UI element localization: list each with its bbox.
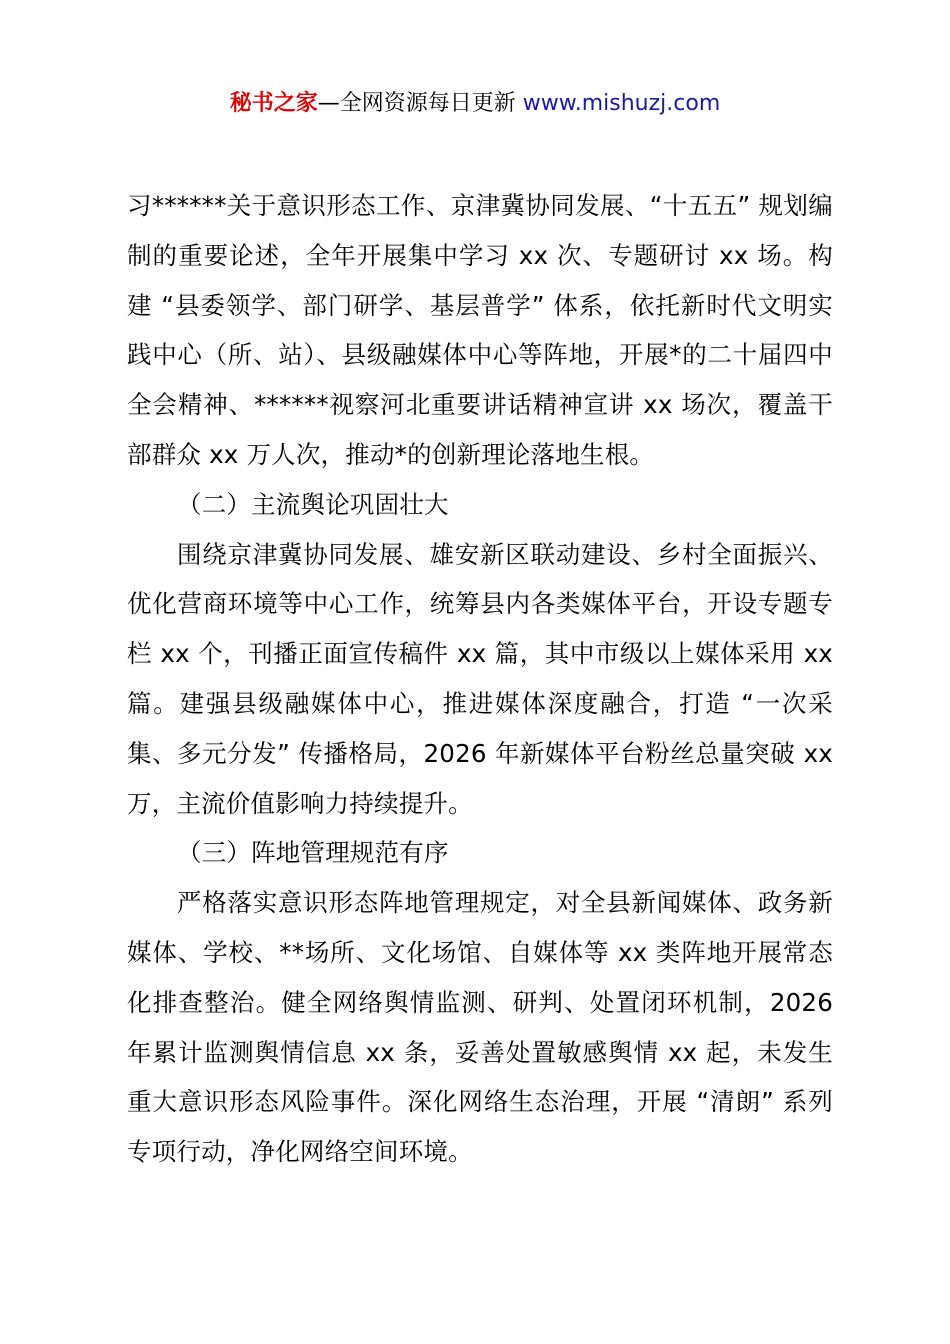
page-header [0,86,950,122]
section-heading: （三）阵地管理规范有序 [177,838,449,868]
body-paragraph: 围绕京津冀协同发展、雄安新区联动建设、乡村全面振兴、优化营商环境等中心工作，统筹县内各类媒体平台，开设专题专栏 xx 个，刊播正面宣传稿件 xx 篇，其中市级以上媒体采用 xx 篇。建强县级融媒体中心，推进媒体深度融合，打造 “一次采集、多元分发” 传播格局，2026 年新媒体平台粉丝总量突破 xx 万，主流价值影响力持续提升。 [127,539,833,818]
section-heading: （二）主流舆论巩固壮大 [177,489,449,519]
body-paragraph: 习******关于意识形态工作、京津冀协同发展、“十五五” 规划编制的重要论述，全年开展集中学习 xx 次、专题研讨 xx 场。构建 “县委领学、部门研学、基层普学” 体系，依托新时代文明实践中心（所、站）、县级融媒体中心等阵地，开展*的二十届四中全会精神、******视察河北重要讲话精神宣讲 xx 场次，覆盖干部群众 xx 万人次，推动*的创新理论落地生根。 [127,191,833,469]
site-url[interactable]: www.mishuzj.com [522,91,721,116]
body-paragraph: 严格落实意识形态阵地管理规定，对全县新闻媒体、政务新媒体、学校、**场所、文化场馆、自媒体等 xx 类阵地开展常态化排查整治。健全网络舆情监测、研判、处置闭环机制，2026 年累计监测舆情信息 xx 条，妥善处置敏感舆情 xx 起，未发生重大意识形态风险事件。深化网络生态治理，开展 “清朗” 系列专项行动，净化网络空间环境。 [127,888,833,1167]
document-body [127,181,833,1177]
header-slogan: —全网资源每日更新 [317,91,523,116]
brand-name: 秘书之家 [229,91,318,116]
